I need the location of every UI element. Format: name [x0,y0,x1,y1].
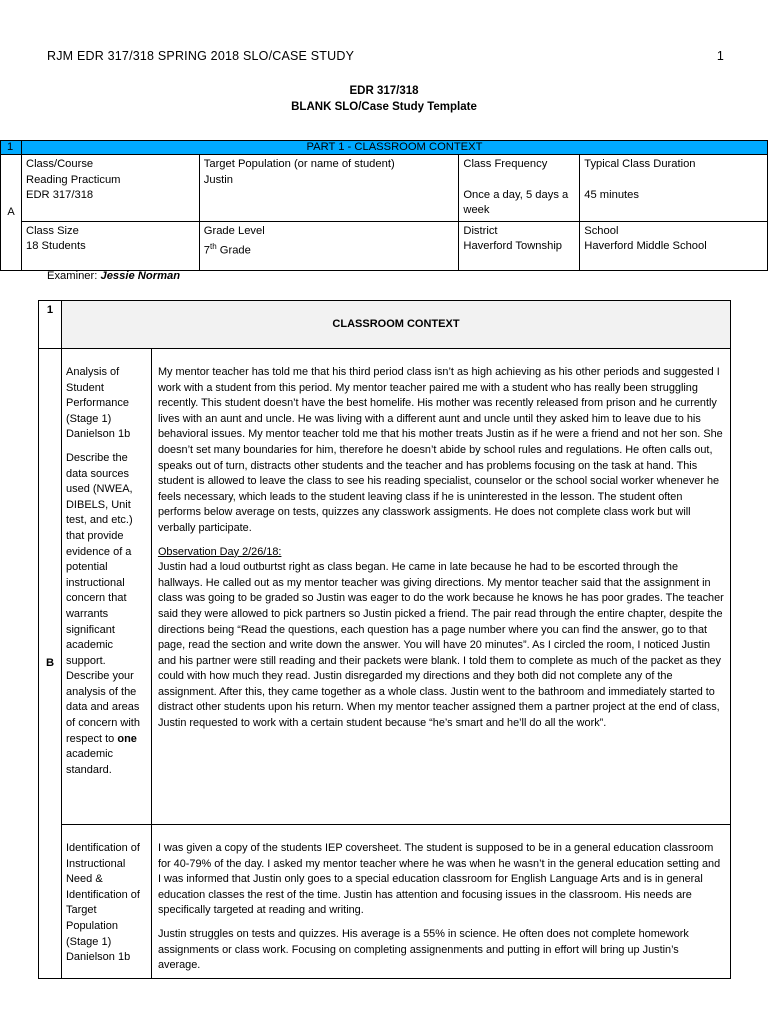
title-template: BLANK SLO/Case Study Template [291,101,477,113]
grade-number: 7 [203,245,210,258]
analysis-side-end: academic standard. [65,748,114,776]
examiner-label: Examiner: [47,270,98,282]
row-a-label: A [1,155,22,271]
grade-level-cell [199,221,459,270]
analysis-side-description [66,451,147,778]
class-duration-label: Typical Class Duration [584,158,696,170]
target-population-label: Target Population (or name of student) [203,158,395,170]
class-frequency-value: Once a day, 5 days a week [463,188,569,217]
class-frequency-cell [459,155,580,222]
target-population-value: Justin [203,173,233,186]
examiner-line [47,270,180,282]
district-value: Haverford Township [463,240,563,253]
class-size-value: 18 Students [25,240,86,253]
part1-row-a [1,155,768,222]
target-population-cell [199,155,459,222]
class-course-cell [21,155,199,222]
school-value: Haverford Middle School [584,240,707,253]
document-title [0,83,768,115]
class-course-label: Class/Course [25,158,94,170]
analysis-row [39,349,731,825]
class-course-code: EDR 317/318 [25,189,94,202]
analysis-side-one: one [117,732,137,745]
part2-heading: CLASSROOM CONTEXT [61,301,730,349]
class-course-value: Reading Practicum [25,173,121,186]
examiner-name: Jessie Norman [100,270,181,282]
class-size-cell [21,221,199,270]
part2-header-row [39,301,731,349]
school-cell [580,221,768,270]
class-size-label: Class Size [25,224,79,237]
case-study-table [38,300,731,979]
analysis-paragraph-1: My mentor teacher has told me that his third period class isn’t as high achieving as his other periods and suggested I work with a student from this period. My mentor teacher paired me with a student who has really been struggling recently. This student doesn’t have the best homelife. His mother was recently released from prison and he currently lives with an aunt and uncle. He was living with a different aunt and uncle until they asked him to leave due to his behavioral issues. My mentor teacher told me that his mother treats Justin as if he were a friend and not her son. She doesn’t set many boundaries for him, therefore he doesn’t abide by school rules and regulations. He often calls out, speaks out of turn, distracts other students and the teacher and has problems focusing on the task at hand. This student is allowed to leave the class to see his reading specialist, counselor or the school social worker whenever he feels necessary, which leads to the student leaving class if he is uninterested in the lesson. The student often performs below average on tests, quizzes any classwork assigments. He does not complete class work but will verbally participate. [157,366,723,534]
part1-header-row [1,141,768,155]
grade-level-label: Grade Level [203,224,265,237]
grade-word: Grade [216,245,251,258]
identification-side-cell: Identification of Instructional Need & Identification of Target Population (Stage 1) Danielson 1b [61,825,151,979]
school-label: School [584,224,619,237]
class-duration-cell [580,155,768,222]
class-frequency-label: Class Frequency [463,158,548,170]
grade-level-value [204,239,455,259]
identification-paragraph-2: Justin struggles on tests and quizzes. His average is a 55% in science. He often does not complete homework assignments or class work. Focusing on completing assignenments and putting in effort will bring up Justin’s average. [157,927,689,972]
identification-paragraph-1: I was given a copy of the students IEP coversheet. The student is supposed to be in a general education classroom for 40-79% of the day. I asked my mentor teacher where he was when he wasn’t in the general education setting and I was informed that Justin only goes to a special education classroom for English Language Arts and is in general education classes the rest of the time. Justin has attention and focusing issues in the classroom. His needs are specifically targeted at reading and writing. [157,842,721,917]
part1-row-a2 [1,221,768,270]
part1-number: 1 [1,141,22,155]
part2-number: 1 [39,301,62,349]
analysis-main-cell [151,349,730,825]
page-header [47,49,724,63]
part1-heading: PART 1 - CLASSROOM CONTEXT [21,141,767,155]
analysis-side-cell [61,349,151,825]
observation-heading: Observation Day 2/26/18: [157,545,282,558]
analysis-side-title: Analysis of Student Performance (Stage 1) Danielson 1b [65,366,131,441]
analysis-side-text: Describe the data sources used (NWEA, DIBELS, Unit test, and etc.) that provide evidence of a potential instructional concern that warrants significant academic support. Describe your analysis of the data and areas of concern with respect to [65,451,140,745]
analysis-paragraph-2: Justin had a loud outburtst right as class began. He came in late because he had to be escorted through the hallways. He called out as my mentor teacher was giving directions. My mentor teacher said that the assignment in class was going to be graded so Justin was eager to do the work because he knows he has poor grades. The teacher said they were allowed to pick partners so Justin picked a friend. The pair read through the entire chapter, despite the directions being “Read the questions, each question has a page number where you can find the answer, go to that page, read the section and write down the answer. You will have 20 minutes”. As I circled the room, I noticed Justin and his partner were still reading and their packets were blank. I told them to complete as much of the packet as they could with how much they read. Justin disregarded my directions and they both did not complete any of the assignment. After this, they came together as a whole class. Justin went to the bathroom and immediately started to distract other students upon his return. When my mentor teacher assigned them a partner project at the end of class, Justin requested to work with a certain student because “he’s smart and he’ll do all the work”. [157,561,724,730]
district-cell [459,221,580,270]
grade-suffix: th [210,242,217,252]
row-b-label: B [39,349,62,979]
page-number: 1 [716,49,724,63]
district-label: District [463,224,498,237]
class-duration-value: 45 minutes [584,188,639,201]
title-course: EDR 317/318 [349,85,419,97]
identification-main-cell [151,825,730,979]
header-text: RJM EDR 317/318 SPRING 2018 SLO/CASE STUDY [47,49,355,63]
classroom-context-table [0,140,768,271]
identification-row [39,825,731,979]
